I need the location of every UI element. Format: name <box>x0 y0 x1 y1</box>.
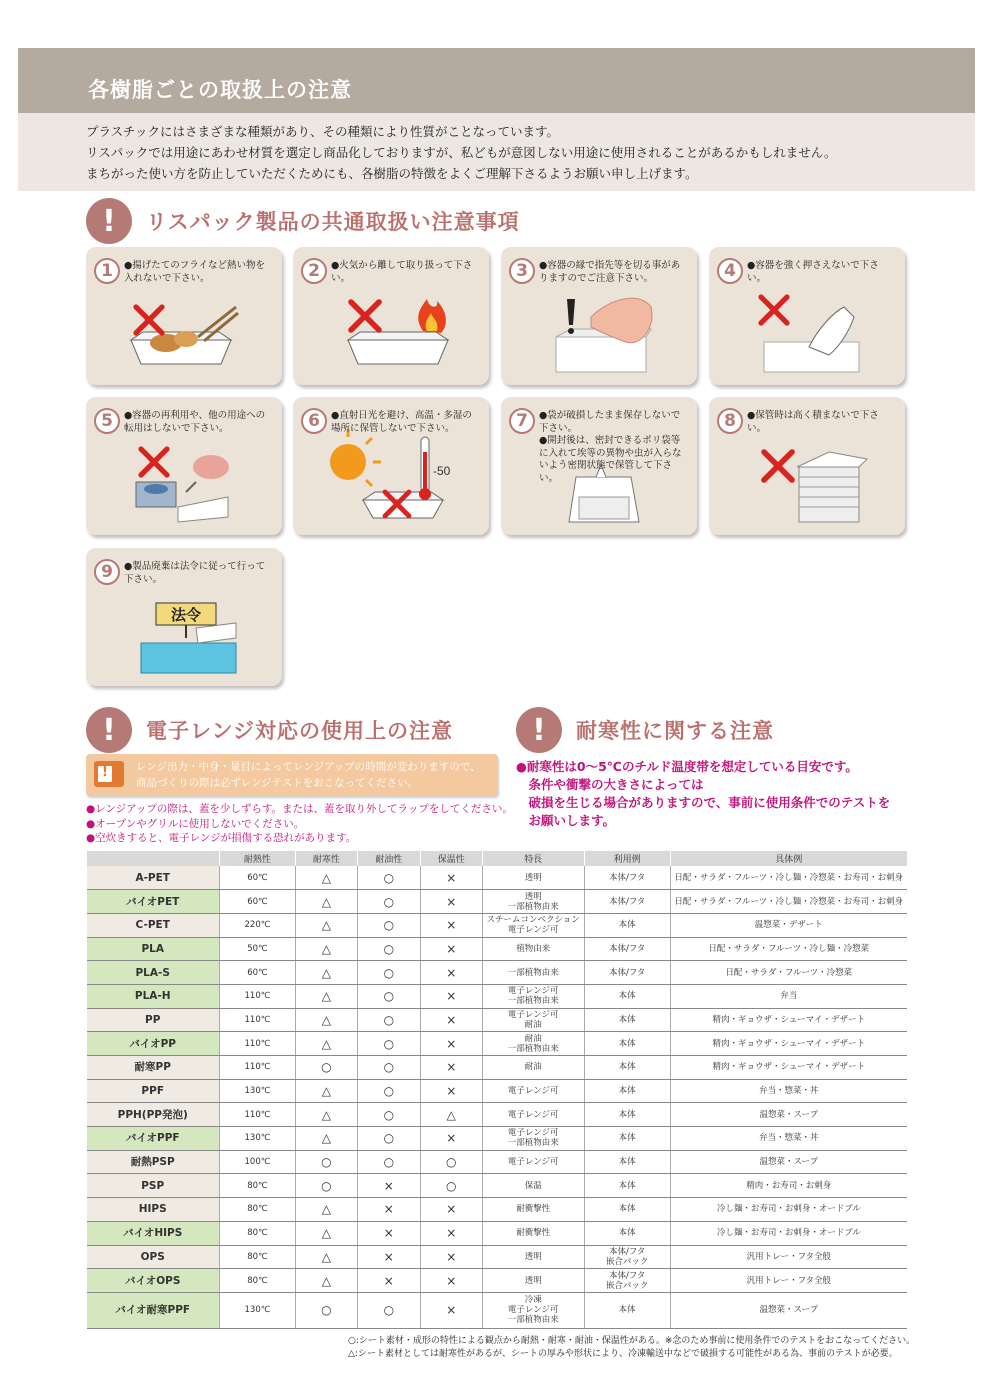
table-cell: 日配・サラダ・フルーツ・冷惣菜 <box>670 961 907 985</box>
resin-name: PLA-S <box>87 961 220 985</box>
caution-card <box>86 247 282 385</box>
table-cell: △ <box>295 913 357 937</box>
resin-name: PSP <box>87 1174 220 1198</box>
table-cell: 130℃ <box>219 1127 295 1151</box>
table-cell: × <box>357 1221 420 1245</box>
table-cell: 冷し麺・お寿司・お刺身・オードブル <box>670 1198 907 1222</box>
table-cell: △ <box>295 937 357 961</box>
table-cell: ○ <box>357 1292 420 1328</box>
column-header: 耐寒性 <box>295 851 357 866</box>
table-cell: 弁当・惣菜・丼 <box>670 1127 907 1151</box>
table-cell: △ <box>295 1269 357 1293</box>
resin-name: C-PET <box>87 913 220 937</box>
page-header <box>18 48 975 191</box>
table-cell: 耐衝撃性 <box>482 1221 584 1245</box>
card-number: 5 <box>94 408 120 434</box>
table-cell: 電子レンジ可 <box>482 1150 584 1174</box>
table-cell: × <box>420 937 482 961</box>
card-text: ●揚げたてのフライなど熱い物を入れないで下さい。 <box>124 260 266 284</box>
caution-card <box>86 397 282 535</box>
table-row <box>87 1198 908 1222</box>
table-cell: 本体 <box>584 1103 670 1127</box>
table-cell: 精肉・ギョウザ・シューマイ・デザート <box>670 1056 907 1080</box>
table-cell: 電子レンジ可 <box>482 1079 584 1103</box>
cold-note: ●耐寒性は0～5℃のチルド温度帯を想定している目安です。 条件や衝撃の大きさによっては 破損を生じる場合がありますので、事前に使用条件でのテストを お願いします。 <box>516 759 891 828</box>
table-cell: 本体/フタ 嵌合パック <box>584 1245 670 1269</box>
table-body <box>87 866 908 1328</box>
card-text: ●直射日光を避け、高温・多湿の場所に保管しないで下さい。 <box>331 410 472 434</box>
table-cell: △ <box>295 1032 357 1056</box>
table-cell: 60℃ <box>219 890 295 914</box>
card-text: ●保管時は高く積まないで下さい。 <box>747 410 879 434</box>
caution-card <box>501 247 697 385</box>
table-cell: 透明 <box>482 866 584 890</box>
disposal-box-icon <box>141 623 236 673</box>
table-cell: 電子レンジ可 <box>482 1103 584 1127</box>
table-cell: 弁当・惣菜・丼 <box>670 1079 907 1103</box>
table-cell: × <box>420 1245 482 1269</box>
microwave-note: ●オーブンやグリルに使用しないでください。 <box>86 817 305 830</box>
cold-section-heading <box>516 707 774 753</box>
table-cell: 本体/フタ <box>584 866 670 890</box>
table-cell: 80℃ <box>219 1269 295 1293</box>
table-row <box>87 1174 908 1198</box>
table-cell: 100℃ <box>219 1150 295 1174</box>
card-number: 6 <box>301 408 327 434</box>
table-cell: 本体/フタ <box>584 890 670 914</box>
table-cell: 耐衝撃性 <box>482 1198 584 1222</box>
microwave-section-heading <box>86 707 453 753</box>
table-cell: 50℃ <box>219 937 295 961</box>
table-cell: × <box>420 1269 482 1293</box>
resin-name: バイオPP <box>87 1032 220 1056</box>
table-cell: 本体 <box>584 913 670 937</box>
table-cell: 冷凍 電子レンジ可 一部植物由来 <box>482 1292 584 1328</box>
table-cell: 保温 <box>482 1174 584 1198</box>
table-cell: 60℃ <box>219 961 295 985</box>
resin-name: A-PET <box>87 866 220 890</box>
fire-icon <box>418 299 446 333</box>
table-cell: 精肉・ギョウザ・シューマイ・デザート <box>670 1008 907 1032</box>
table-cell: 110℃ <box>219 1056 295 1080</box>
column-header: 耐熱性 <box>219 851 295 866</box>
table-cell: 電子レンジ可 耐油 <box>482 1008 584 1032</box>
card-text: ●容器を強く押さえないで下さい。 <box>747 260 879 284</box>
table-cell: △ <box>420 1103 482 1127</box>
resin-name: バイオOPS <box>87 1269 220 1293</box>
sun-icon <box>330 429 381 486</box>
table-row <box>87 1245 908 1269</box>
table-cell: 温惣菜・スープ <box>670 1292 907 1328</box>
table-cell: 日配・サラダ・フルーツ・冷し麺・冷惣菜・お寿司・お刺身 <box>670 866 907 890</box>
table-cell: 汎用トレー・フタ全般 <box>670 1245 907 1269</box>
table-cell: △ <box>295 1245 357 1269</box>
resin-name: HIPS <box>87 1198 220 1222</box>
table-row <box>87 937 908 961</box>
caution-card <box>86 548 282 686</box>
exclamation-icon: ! <box>516 707 562 753</box>
table-row <box>87 984 908 1008</box>
table-cell: 本体 <box>584 1198 670 1222</box>
table-cell: 植物由来 <box>482 937 584 961</box>
table-cell: 110℃ <box>219 1103 295 1127</box>
table-cell: × <box>420 1079 482 1103</box>
prohibited-x-icon <box>761 297 787 323</box>
resin-name: OPS <box>87 1245 220 1269</box>
table-cell: × <box>420 890 482 914</box>
table-cell: 本体/フタ 嵌合パック <box>584 1269 670 1293</box>
table-cell: × <box>420 1198 482 1222</box>
card-number: 9 <box>94 559 120 585</box>
column-header <box>87 851 220 866</box>
table-cell: ○ <box>357 866 420 890</box>
caution-card <box>293 397 489 535</box>
card-text: ●容器の縁で指先等を切る事がありますのでご注意下さい。 <box>539 260 681 284</box>
table-cell: ○ <box>357 1032 420 1056</box>
table-cell: ○ <box>357 984 420 1008</box>
table-cell: 汎用トレー・フタ全般 <box>670 1269 907 1293</box>
thermometer-icon <box>419 437 431 500</box>
column-header: 具体例 <box>670 851 907 866</box>
table-cell: ○ <box>420 1150 482 1174</box>
table-cell: 透明 <box>482 1245 584 1269</box>
prohibited-x-icon <box>141 449 167 475</box>
table-cell: ○ <box>357 1056 420 1080</box>
law-sign-label: 法令 <box>170 606 202 624</box>
table-cell: △ <box>295 1221 357 1245</box>
table-row <box>87 1008 908 1032</box>
card-number: 4 <box>717 258 743 284</box>
table-cell: × <box>420 961 482 985</box>
caution-card <box>709 247 905 385</box>
table-cell: 本体 <box>584 1174 670 1198</box>
exclamation-icon: ! <box>86 707 132 753</box>
table-cell: 本体 <box>584 1056 670 1080</box>
table-cell: 本体 <box>584 1292 670 1328</box>
card-number: 1 <box>94 258 120 284</box>
resin-name: 耐寒PP <box>87 1056 220 1080</box>
table-cell: 60℃ <box>219 866 295 890</box>
common-section-heading <box>86 198 520 244</box>
table-cell: △ <box>295 984 357 1008</box>
table-cell: ○ <box>357 1127 420 1151</box>
column-header: 特長 <box>482 851 584 866</box>
table-cell: ○ <box>295 1056 357 1080</box>
intro-line: プラスチックにはさまざまな種類があり、その種類により性質がことなっています。 <box>86 124 560 139</box>
card-text: ●容器の再利用や、他の用途への転用はしないで下さい。 <box>124 410 266 434</box>
table-cell: 日配・サラダ・フルーツ・冷し麺・冷惣菜・お寿司・お刺身 <box>670 890 907 914</box>
table-cell: 温惣菜・スープ <box>670 1103 907 1127</box>
table-cell: × <box>420 1032 482 1056</box>
table-row <box>87 1292 908 1328</box>
stacked-trays-icon <box>797 452 867 522</box>
table-cell: ○ <box>357 937 420 961</box>
table-row <box>87 1079 908 1103</box>
resin-name: PLA <box>87 937 220 961</box>
table-cell: ○ <box>357 1079 420 1103</box>
table-row <box>87 1269 908 1293</box>
microwave-banner-text: レンジ出力・中身・量目によってレンジアップの時間が変わりますので、 商品づくりの際は必ずレンジテストをおこなってください。 <box>136 761 481 789</box>
microwave-banner <box>86 754 498 796</box>
table-cell: × <box>420 913 482 937</box>
table-row <box>87 913 908 937</box>
prohibited-x-icon <box>764 452 792 480</box>
caution-card <box>709 397 905 535</box>
table-cell: × <box>420 1221 482 1245</box>
table-cell: 本体 <box>584 1127 670 1151</box>
table-row <box>87 890 908 914</box>
footnote-line: △:シート素材としては耐寒性があるが、シートの厚みや形状により、冷凍輸送中などで破損する可能性がある為、事前のテストが必要。 <box>348 1349 898 1359</box>
card-number: 2 <box>301 258 327 284</box>
resin-name: PPH(PP発泡) <box>87 1103 220 1127</box>
intro-line: リスパックでは用途にあわせ材質を選定し商品化しておりますが、私どもが意図しない用途に使用されることがあるかもしれません。 <box>86 145 837 160</box>
column-header: 耐油性 <box>357 851 420 866</box>
tray-icon <box>348 332 448 364</box>
card-text: ●火気から離して取り扱って下さい。 <box>331 260 473 284</box>
intro-line: まちがった使い方を防止していただくためにも、各樹脂の特徴をよくご理解下さるようお願い申し上げます。 <box>86 166 698 181</box>
table-cell: 130℃ <box>219 1292 295 1328</box>
table-cell: 本体 <box>584 1008 670 1032</box>
table-cell: 110℃ <box>219 1008 295 1032</box>
resin-name: バイオHIPS <box>87 1221 220 1245</box>
table-cell: ○ <box>420 1174 482 1198</box>
table-cell: 透明 <box>482 1269 584 1293</box>
resin-name: PP <box>87 1008 220 1032</box>
table-cell: 130℃ <box>219 1079 295 1103</box>
table-cell: × <box>357 1174 420 1198</box>
table-cell: △ <box>295 1008 357 1032</box>
table-cell: 電子レンジ可 一部植物由来 <box>482 1127 584 1151</box>
card-text: ●製品廃棄は法令に従って行って下さい。 <box>124 561 266 585</box>
card-number: 8 <box>717 408 743 434</box>
table-cell: 本体 <box>584 1079 670 1103</box>
table-row <box>87 1150 908 1174</box>
table-cell: △ <box>295 866 357 890</box>
column-header: 利用例 <box>584 851 670 866</box>
column-header: 保温性 <box>420 851 482 866</box>
table-row <box>87 961 908 985</box>
common-section-title: リスパック製品の共通取扱い注意事項 <box>146 210 520 234</box>
table-cell: ○ <box>295 1174 357 1198</box>
table-cell: × <box>357 1245 420 1269</box>
page-title: 各樹脂ごとの取扱上の注意 <box>88 78 352 102</box>
exclamation-icon: ! <box>86 198 132 244</box>
resin-name: 耐熱PSP <box>87 1150 220 1174</box>
table-cell: △ <box>295 890 357 914</box>
table-cell: × <box>420 1127 482 1151</box>
table-cell: 80℃ <box>219 1221 295 1245</box>
resin-table <box>86 851 907 1329</box>
table-cell: × <box>357 1269 420 1293</box>
table-cell: 80℃ <box>219 1174 295 1198</box>
table-cell: 透明 一部植物由来 <box>482 890 584 914</box>
resin-name: バイオ耐寒PPF <box>87 1292 220 1328</box>
header-bar <box>18 48 975 113</box>
table-row <box>87 866 908 890</box>
thermometer-label: -50 <box>433 464 451 478</box>
table-cell: スチームコンベクション 電子レンジ可 <box>482 913 584 937</box>
table-row <box>87 1032 908 1056</box>
footnotes <box>348 1335 915 1361</box>
table-cell: 温惣菜・デザート <box>670 913 907 937</box>
table-cell: △ <box>295 1198 357 1222</box>
table-cell: ○ <box>295 1292 357 1328</box>
table-cell: ○ <box>357 961 420 985</box>
table-cell: △ <box>295 1127 357 1151</box>
table-cell: 80℃ <box>219 1198 295 1222</box>
table-cell: 110℃ <box>219 1032 295 1056</box>
microwave-note: ●空炊きすると、電子レンジが損傷する恐れがあります。 <box>86 832 357 844</box>
table-cell: ○ <box>357 1150 420 1174</box>
table-cell: × <box>357 1198 420 1222</box>
table-cell: 本体 <box>584 1221 670 1245</box>
table-cell: 本体/フタ <box>584 937 670 961</box>
table-cell: 耐油 <box>482 1056 584 1080</box>
table-cell: 精肉・ギョウザ・シューマイ・デザート <box>670 1032 907 1056</box>
resin-name: PLA-H <box>87 984 220 1008</box>
table-cell: 電子レンジ可 一部植物由来 <box>482 984 584 1008</box>
table-cell: 冷し麺・お寿司・お刺身・オードブル <box>670 1221 907 1245</box>
table-cell: ○ <box>357 1103 420 1127</box>
caution-card <box>293 247 489 385</box>
table-cell: × <box>420 1292 482 1328</box>
table-cell: 本体/フタ <box>584 961 670 985</box>
prohibited-x-icon <box>136 307 162 333</box>
resin-name: バイオPET <box>87 890 220 914</box>
caution-card <box>501 397 697 535</box>
table-row <box>87 1221 908 1245</box>
table-cell: 一部植物由来 <box>482 961 584 985</box>
table-cell: 耐油 一部植物由来 <box>482 1032 584 1056</box>
table-cell: ○ <box>357 913 420 937</box>
intro-text <box>18 113 975 184</box>
microwave-note: ●レンジアップの際は、蓋を少しずらす。または、蓋を取り外してラップをしてください。 <box>86 803 513 815</box>
table-row <box>87 1056 908 1080</box>
table-cell: 本体 <box>584 1032 670 1056</box>
microwave-icon: ! <box>94 761 124 787</box>
table-cell: × <box>420 1056 482 1080</box>
table-cell: △ <box>295 1079 357 1103</box>
table-cell: × <box>420 1008 482 1032</box>
resin-name: PPF <box>87 1079 220 1103</box>
footnote-line: ○:シート素材・成形の特性による観点から耐熱・耐寒・耐油・保温性がある。※念のため事前に使用条件でのテストをおこなってください。 <box>348 1336 916 1346</box>
table-cell: 220℃ <box>219 913 295 937</box>
table-cell: ○ <box>357 890 420 914</box>
table-cell: 精肉・お寿司・お刺身 <box>670 1174 907 1198</box>
prohibited-x-icon <box>351 302 379 330</box>
table-cell: 日配・サラダ・フルーツ・冷し麺・冷惣菜 <box>670 937 907 961</box>
table-cell: △ <box>295 961 357 985</box>
table-cell: × <box>420 984 482 1008</box>
cold-section-title: 耐寒性に関する注意 <box>576 719 774 743</box>
table-cell: 温惣菜・スープ <box>670 1150 907 1174</box>
table-cell: ○ <box>357 1008 420 1032</box>
table-cell: 弁当 <box>670 984 907 1008</box>
table-cell: 本体 <box>584 984 670 1008</box>
microwave-section-title: 電子レンジ対応の使用上の注意 <box>146 719 453 743</box>
table-cell: × <box>420 866 482 890</box>
resin-name: バイオPPF <box>87 1127 220 1151</box>
card-number: 3 <box>509 258 535 284</box>
table-header-row <box>87 851 908 866</box>
microwave-notes <box>86 802 513 846</box>
table-cell: ○ <box>295 1150 357 1174</box>
table-cell: 80℃ <box>219 1245 295 1269</box>
card-number: 7 <box>509 408 535 434</box>
table-cell: 110℃ <box>219 984 295 1008</box>
table-cell: △ <box>295 1103 357 1127</box>
table-row <box>87 1103 908 1127</box>
table-cell: 本体 <box>584 1150 670 1174</box>
table-row <box>87 1127 908 1151</box>
card-text: ●袋が破損したまま保存しないで下さい。 ●開封後は、密封できるポリ袋等に入れて埃等の異物や虫が入らないよう密閉状態で保管して下さい。 <box>539 410 682 484</box>
